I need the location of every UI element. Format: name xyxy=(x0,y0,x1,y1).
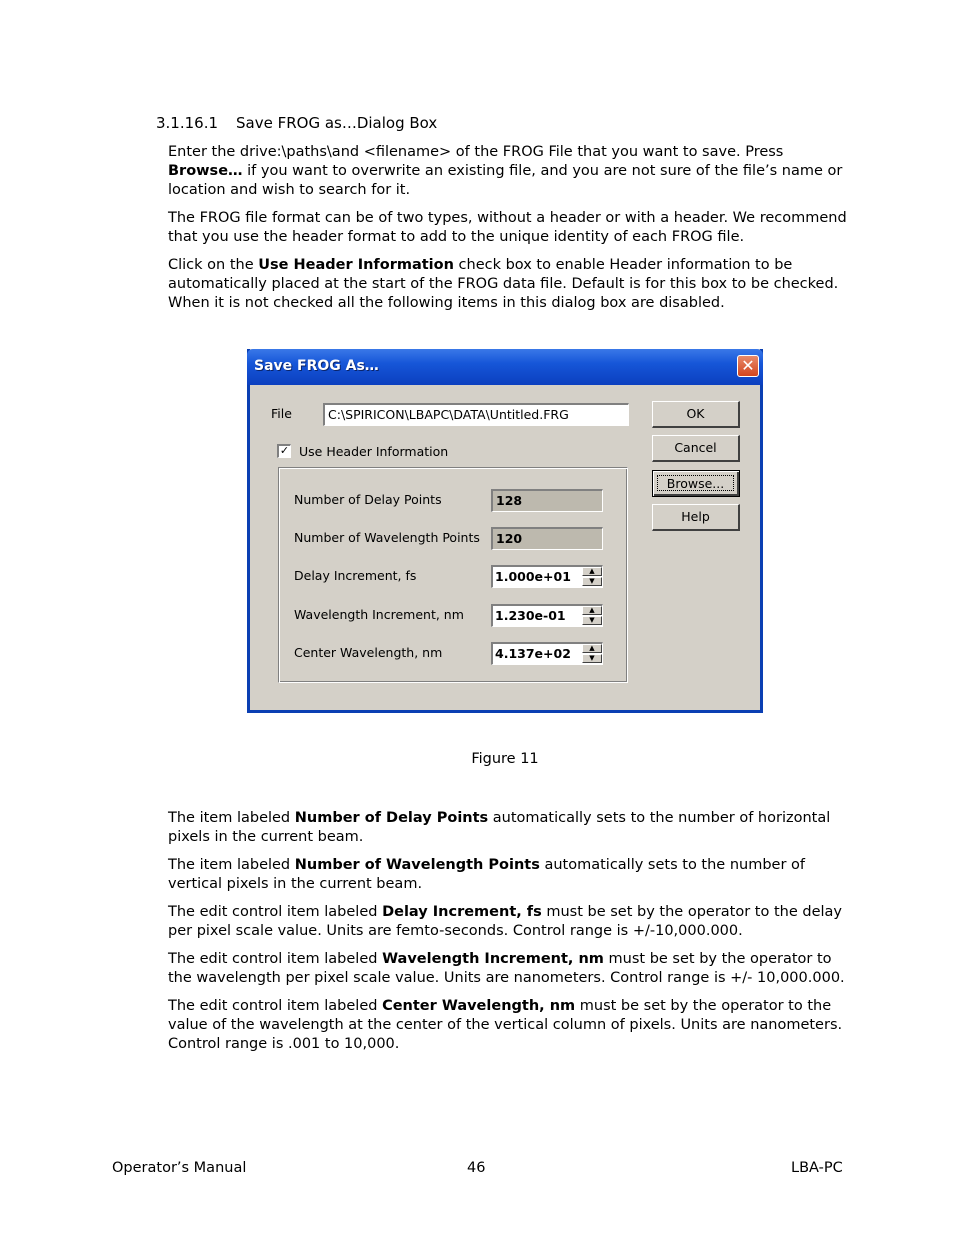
delay-increment-spinner[interactable] xyxy=(491,565,603,588)
center-wavelength-label: Center Wavelength, nm xyxy=(294,645,443,660)
browse-button-label: Browse... xyxy=(657,475,734,491)
text: Click on the xyxy=(168,257,259,273)
body-paragraph-1 xyxy=(168,809,848,847)
bold-text: Wavelength Increment, nm xyxy=(382,951,604,967)
bold-text: Use Header Information xyxy=(258,257,454,273)
text: The edit control item labeled xyxy=(168,998,383,1014)
dialog-title: Save FROG As… xyxy=(254,358,379,374)
body-paragraph-2 xyxy=(168,856,848,894)
bold-text: Number of Wavelength Points xyxy=(294,857,540,873)
cancel-button[interactable]: Cancel xyxy=(652,435,740,462)
text: automatically sets to the number of vertical pixels in the current beam. xyxy=(168,857,806,892)
spin-up-icon[interactable]: ▲ xyxy=(582,644,602,653)
center-wavelength-value[interactable]: 4.137e+02 xyxy=(495,646,571,661)
body-paragraph-5 xyxy=(168,997,848,1054)
text: must be set by the operator to the delay per pixel scale value. Units are femto-seconds. Control range is +/-10,000.000. xyxy=(168,904,842,939)
use-header-checkbox[interactable]: ✓ xyxy=(277,444,291,458)
center-wavelength-spinner[interactable] xyxy=(491,642,603,665)
delay-increment-value[interactable]: 1.000e+01 xyxy=(495,569,571,584)
text: automatically sets to the number of horizontal pixels in the current beam. xyxy=(168,810,831,845)
section-number: 3.1.16.1 xyxy=(156,114,219,132)
wavelength-increment-value[interactable]: 1.230e-01 xyxy=(495,608,566,623)
spin-down-icon[interactable]: ▼ xyxy=(582,577,602,586)
text: must be set by the operator to the wavelength per pixel scale value. Units are nanometers. Control range is +/- 10,000.000. xyxy=(168,951,845,986)
bold-text: Number of Delay Points xyxy=(294,810,489,826)
browse-button[interactable] xyxy=(652,470,740,497)
intro-paragraph-1 xyxy=(168,143,848,200)
section-heading xyxy=(156,114,437,132)
spin-down-icon[interactable]: ▼ xyxy=(582,654,602,663)
footer-right: LBA-PC xyxy=(791,1160,843,1176)
delay-points-value: 128 xyxy=(491,489,603,512)
save-frog-dialog xyxy=(247,349,763,713)
intro-paragraph-2: The FROG file format can be of two types, without a header or with a header. We recommend that you use the header format to add to the unique identity of each FROG file. xyxy=(168,210,847,245)
close-icon[interactable]: ✕ xyxy=(737,355,759,377)
text: The edit control item labeled xyxy=(168,904,383,920)
page-number: 46 xyxy=(467,1160,486,1176)
text: if you want to overwrite an existing file, and you are not sure of the file’s name or location and wish to search for it. xyxy=(168,163,843,198)
spinner-arrows[interactable] xyxy=(582,567,602,586)
help-button[interactable]: Help xyxy=(652,504,740,531)
body-paragraph-4 xyxy=(168,950,848,988)
delay-points-label: Number of Delay Points xyxy=(294,492,442,507)
spin-up-icon[interactable]: ▲ xyxy=(582,606,602,615)
bold-text: Center Wavelength, nm xyxy=(382,998,576,1014)
wavelength-points-label: Number of Wavelength Points xyxy=(294,530,480,545)
text: The item labeled xyxy=(168,810,295,826)
section-title: Save FROG as…Dialog Box xyxy=(236,114,438,132)
wavelength-points-value: 120 xyxy=(491,527,603,550)
spin-up-icon[interactable]: ▲ xyxy=(582,567,602,576)
bold-text: Delay Increment, fs xyxy=(382,904,542,920)
text: The edit control item labeled xyxy=(168,951,383,967)
ok-button[interactable]: OK xyxy=(652,401,740,428)
delay-increment-label: Delay Increment, fs xyxy=(294,568,417,583)
file-label: File xyxy=(271,406,292,421)
intro-paragraph-3 xyxy=(168,256,848,313)
figure-caption: Figure 11 xyxy=(471,751,539,767)
text: The item labeled xyxy=(168,857,295,873)
use-header-label[interactable]: Use Header Information xyxy=(299,444,449,459)
dialog-titlebar[interactable] xyxy=(247,349,763,385)
text: check box to enable Header information to be automatically placed at the start of the FROG data file. Default is for this box to be checked. When it is not checked all the following items in this dialog box are disabled. xyxy=(168,257,839,311)
text: must be set by the operator to the value of the wavelength at the center of the vertical column of pixels. Units are nanometers. Control range is .001 to 10,000. xyxy=(168,998,843,1052)
spin-down-icon[interactable]: ▼ xyxy=(582,616,602,625)
spinner-arrows[interactable] xyxy=(582,644,602,663)
file-input[interactable]: C:\SPIRICON\LBAPC\DATA\Untitled.FRG xyxy=(323,403,629,426)
body-paragraph-3 xyxy=(168,903,848,941)
text: Enter the drive:\paths\and <filename> of the FROG File that you want to save. Press xyxy=(168,144,784,160)
spinner-arrows[interactable] xyxy=(582,606,602,625)
footer-left: Operator’s Manual xyxy=(112,1160,247,1176)
bold-text: Browse… xyxy=(168,163,243,179)
wavelength-increment-spinner[interactable] xyxy=(491,604,603,627)
wavelength-increment-label: Wavelength Increment, nm xyxy=(294,607,464,622)
